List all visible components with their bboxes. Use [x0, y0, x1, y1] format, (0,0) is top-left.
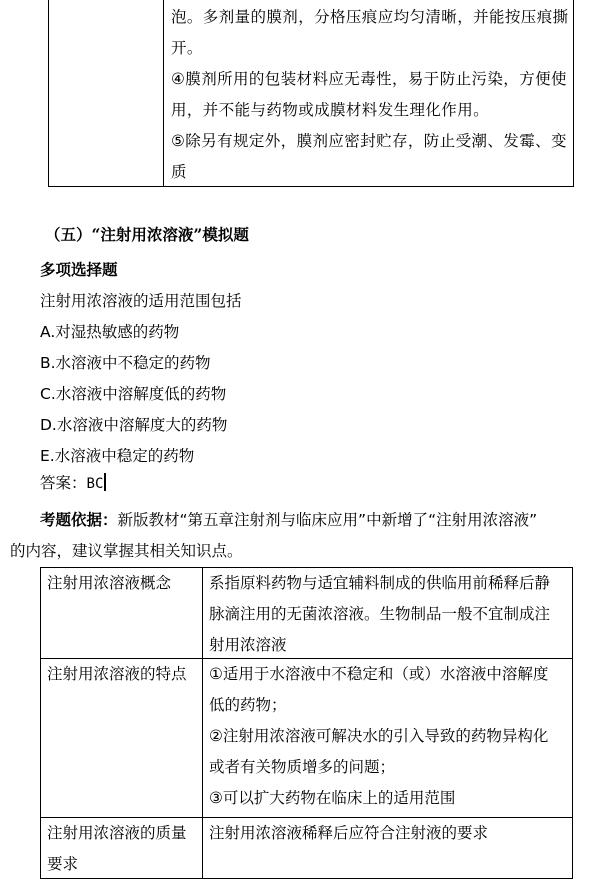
row-label-line: 注射用浓溶液的质量	[47, 824, 187, 842]
row-label	[47, 818, 197, 880]
option-d: D.水溶液中溶解度大的药物	[40, 416, 228, 434]
row-label	[47, 659, 197, 690]
row-label	[47, 568, 197, 599]
row-value-line: 低的药物；	[209, 696, 287, 714]
exam-basis-paragraph	[10, 504, 600, 567]
exam-basis-label: 考题依据：	[40, 510, 118, 529]
row-value-line: ①适用于水溶液中不稳定和（或）水溶液中溶解度	[209, 665, 549, 683]
continued-table	[48, 0, 574, 187]
question-type-heading: 多项选择题	[40, 260, 118, 279]
table-content-cell	[171, 0, 567, 188]
exam-basis-text-continued: 的内容，建议掌握其相关知识点。	[10, 542, 243, 560]
table-text-line: 泡。多剂量的膜剂，分格压痕应均匀清晰，并能按压痕撕	[171, 8, 569, 26]
section-heading: （五）“注射用浓溶液”模拟题	[45, 225, 249, 244]
row-label-line: 注射用浓溶液的特点	[47, 665, 187, 683]
table-text-line: 开。	[171, 39, 203, 57]
row-value-line: 系指原料药物与适宜辅料制成的供临用前稀释后静	[209, 574, 551, 592]
question-stem: 注射用浓溶液的适用范围包括	[40, 292, 242, 310]
table-row	[41, 568, 572, 658]
text-cursor	[104, 473, 106, 491]
exam-basis-text: 新版教材“第五章注射剂与临床应用”中新增了“注射用浓溶液”	[117, 511, 538, 529]
answer-label: 答案：	[40, 474, 87, 492]
option-c: C.水溶液中溶解度低的药物	[40, 385, 227, 403]
row-value-line: ②注射用浓溶液可解决水的引入导致的药物异构化	[209, 727, 549, 745]
row-label-line: 要求	[47, 855, 79, 873]
table-label-cell	[49, 0, 164, 186]
table-row	[41, 659, 572, 817]
table-text-line: ④膜剂所用的包装材料应无毒性，易于防止污染，方便使	[171, 70, 567, 88]
option-e: E.水溶液中稳定的药物	[40, 447, 195, 465]
option-a: A.对湿热敏感的药物	[40, 323, 180, 341]
row-value	[209, 568, 568, 661]
row-value-line: 注射用浓溶液稀释后应符合注射液的要求	[209, 824, 489, 842]
row-label-line: 注射用浓溶液概念	[47, 574, 172, 592]
answer-value: BC	[86, 476, 104, 492]
row-value-line: 射用浓溶液	[209, 636, 287, 654]
row-value-line: 脉滴注用的无菌浓溶液。生物制品一般不宜制成注	[209, 605, 551, 623]
table-row	[41, 818, 572, 880]
table-text-line: 用，并不能与药物或成膜材料发生理化作用。	[171, 101, 490, 119]
knowledge-table	[40, 567, 573, 879]
table-text-line: 质	[171, 163, 187, 181]
option-b: B.水溶液中不稳定的药物	[40, 354, 211, 372]
row-value	[209, 818, 568, 849]
row-value	[209, 659, 568, 814]
answer-line	[40, 471, 106, 493]
row-value-line: ③可以扩大药物在临床上的适用范围	[209, 789, 456, 807]
row-value-line: 或者有关物质增多的问题；	[209, 758, 396, 776]
table-text-line: ⑤除另有规定外，膜剂应密封贮存，防止受潮、发霉、变	[171, 132, 567, 150]
